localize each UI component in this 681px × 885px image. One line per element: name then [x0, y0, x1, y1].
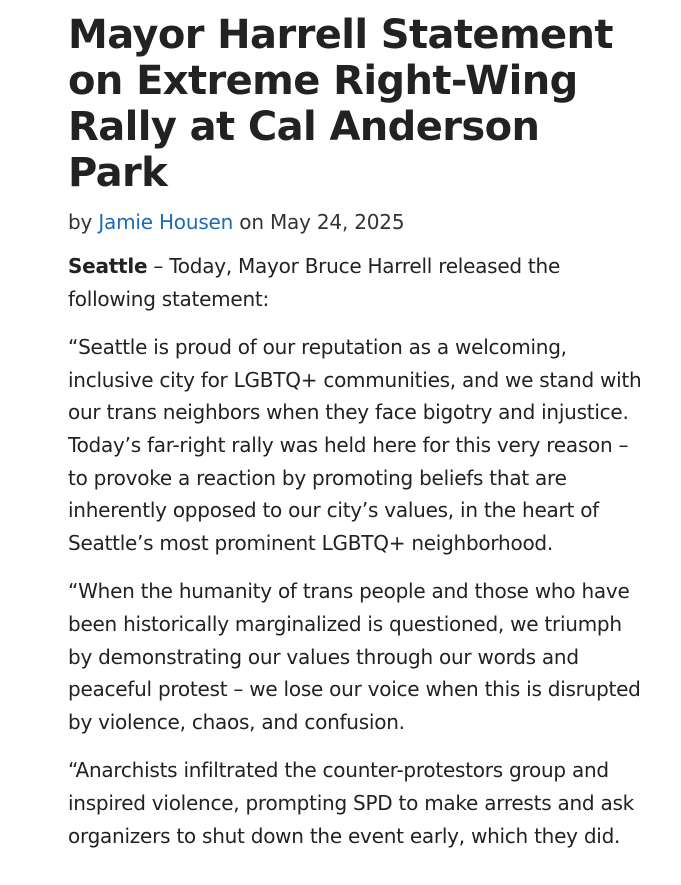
- paragraph-intro: [68, 250, 648, 315]
- paragraph-quote-1: “Seattle is proud of our reputation as a welcoming, inclusive city for LGBTQ+ communities, and we stand with our trans neighbors when they face bigotry and injustice. Today’s far-right rally was held here for this very reason – to provoke a reaction by promoting beliefs that are inherently opposed to our city’s values, in the heart of Seattle’s most prominent LGBTQ+ neighborhood.: [68, 335, 642, 555]
- article: [68, 12, 648, 852]
- article-title: Mayor Harrell Statement on Extreme Right-Wing Rally at Cal Anderson Park: [68, 12, 613, 196]
- paragraph-quote-3: “Anarchists infiltrated the counter-protestors group and inspired violence, prompting SPD to make arrests and ask organizers to shut down the event early, which they did.: [68, 758, 634, 848]
- author-link[interactable]: Jamie Housen: [98, 210, 234, 234]
- paragraph-intro-text: – Today, Mayor Bruce Harrell released the following statement:: [68, 254, 561, 311]
- paragraph-quote-2: “When the humanity of trans people and those who have been historically marginalized is questioned, we triumph by demonstrating our values through our words and peaceful protest – we lose our voice when this is disrupted by violence, chaos, and confusion.: [68, 579, 641, 734]
- byline: [68, 208, 648, 236]
- dateline: Seattle: [68, 254, 148, 278]
- byline-date-prefix: on: [239, 210, 264, 234]
- byline-prefix: by: [68, 210, 93, 234]
- article-body: [68, 250, 648, 852]
- publish-date: May 24, 2025: [269, 210, 405, 234]
